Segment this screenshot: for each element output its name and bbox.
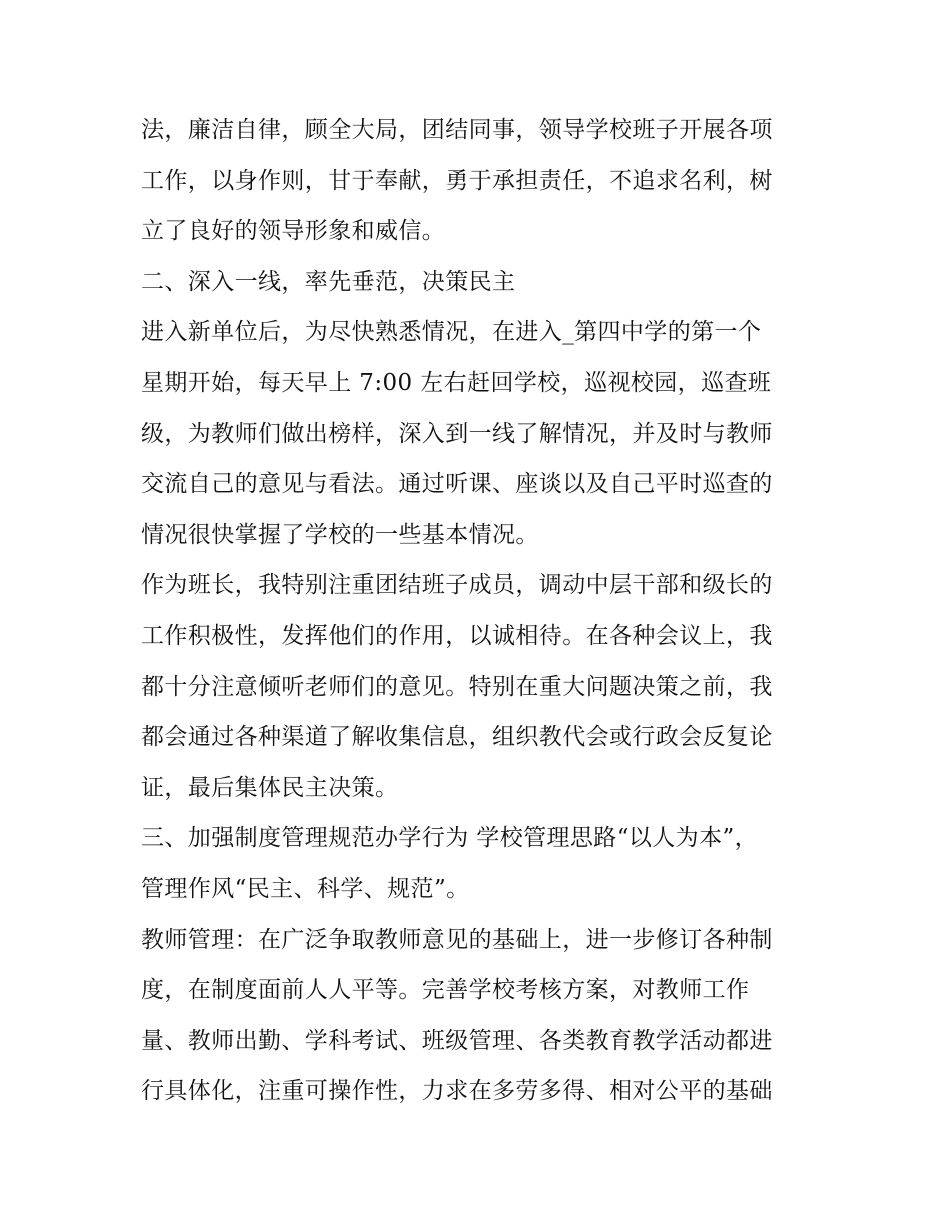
text-line: 证，最后集体民主决策。 <box>141 774 399 801</box>
text-line: 工作，以身作则，甘于奉献，勇于承担责任，不追求名利，树 <box>141 167 773 194</box>
text-line: 行具体化，注重可操作性，力求在多劳多得、相对公平的基础 <box>141 1078 773 1105</box>
text-line: 度，在制度面前人人平等。完善学校考核方案，对教师工作 <box>141 977 750 1004</box>
text-line: 教师管理：在广泛争取教师意见的基础上，进一步修订各种制 <box>141 926 773 953</box>
text-line: 级，为教师们做出榜样，深入到一线了解情况，并及时与教师 <box>141 420 773 447</box>
text-line: 情况很快掌握了学校的一些基本情况。 <box>141 521 539 548</box>
text-line: 交流自己的意见与看法。通过听课、座谈以及自己平时巡查的 <box>141 471 773 498</box>
text-line: 工作积极性，发挥他们的作用，以诚相待。在各种会议上，我 <box>141 622 773 649</box>
text-line: 法，廉洁自律，顾全大局，团结同事，领导学校班子开展各项 <box>141 117 773 143</box>
text-line: 管理作风“民主、科学、规范”。 <box>141 875 470 902</box>
section-heading: 三、加强制度管理规范办学行为 学校管理思路“以人为本”， <box>141 825 759 852</box>
section-heading: 二、深入一线，率先垂范，决策民主 <box>141 268 516 295</box>
body-text <box>141 105 821 1117</box>
text-line: 星期开始，每天早上 7:00 左右赶回学校，巡视校园，巡查班 <box>141 369 772 396</box>
text-line: 都十分注意倾听老师们的意见。特别在重大问题决策之前，我 <box>141 673 773 700</box>
text-line: 立了良好的领导形象和威信。 <box>141 218 446 245</box>
text-line: 量、教师出勤、学科考试、班级管理、各类教育教学活动都进 <box>141 1027 773 1054</box>
text-line: 都会通过各种渠道了解收集信息，组织教代会或行政会反复论 <box>141 724 773 751</box>
text-line: 作为班长，我特别注重团结班子成员，调动中层干部和级长的 <box>141 572 773 599</box>
text-line: 进入新单位后，为尽快熟悉情况，在进入_第四中学的第一个 <box>141 319 762 346</box>
